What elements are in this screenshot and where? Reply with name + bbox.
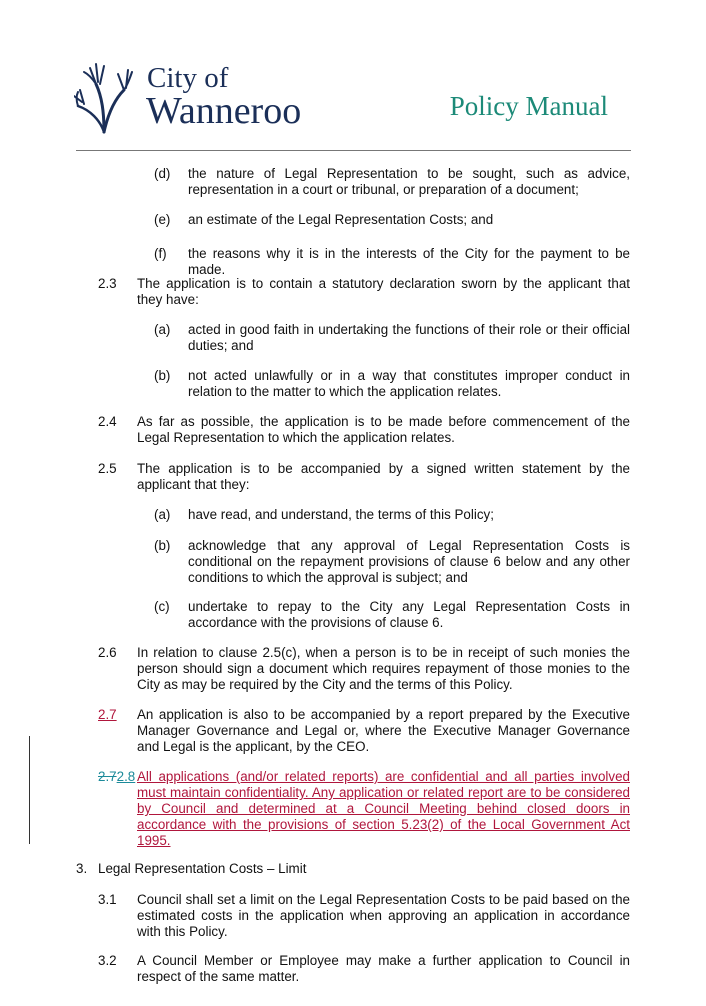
logo-wanneroo-text: Wanneroo: [146, 90, 302, 132]
item-number: (b): [154, 368, 171, 383]
section-number: 3.: [76, 861, 88, 876]
header-divider: [76, 150, 631, 151]
deleted-number: 2.7: [98, 769, 117, 784]
item-text: not acted unlawfully or in a way that constitutes improper conduct in relation to the matter to which the application relates.: [188, 368, 630, 399]
clause-text: The application is to be accompanied by a signed written statement by the applicant that they:: [137, 461, 630, 492]
clause-text: In relation to clause 2.5(c), when a person is to be in receipt of such monies the person should sign a document which requires repayment of those monies to the City as may be required by the City and the terms of this Policy.: [137, 645, 630, 692]
kangaroo-paw-logo-icon: [74, 62, 136, 134]
item-number: (a): [154, 322, 171, 337]
policy-manual-title: Policy Manual: [449, 91, 608, 121]
clause-text: As far as possible, the application is to be made before commencement of the Legal Representation to which the application relates.: [137, 414, 630, 445]
item-number: (a): [154, 507, 171, 522]
page-header: [0, 0, 706, 152]
item-text: acknowledge that any approval of Legal Representation Costs is conditional on the repayment provisions of clause 6 below and any other conditions to which the approval is subject; and: [188, 538, 630, 585]
section-title: Legal Representation Costs – Limit: [98, 861, 307, 876]
clause-text: A Council Member or Employee may make a further application to Council in respect of the same matter.: [137, 953, 630, 984]
item-number: (c): [154, 599, 170, 614]
item-text: undertake to repay to the City any Legal Representation Costs in accordance with the provisions of clause 6.: [188, 599, 630, 630]
item-text: acted in good faith in undertaking the functions of their role or their official duties; and: [188, 322, 630, 353]
item-number: (e): [154, 212, 171, 227]
item-text: have read, and understand, the terms of this Policy;: [188, 507, 494, 522]
clause-text: The application is to contain a statutory declaration sworn by the applicant that they have:: [137, 276, 630, 307]
item-text: the reasons why it is in the interests of the City for the payment to be made.: [188, 246, 630, 277]
item-number: (f): [154, 246, 167, 261]
clause-text: An application is also to be accompanied by a report prepared by the Executive Manager Governance and Legal or, where the Executive Manager Governance and Legal is the applicant, by the CEO.: [137, 707, 630, 754]
change-bar: [29, 736, 30, 844]
logo-city-text: City of: [147, 62, 229, 94]
inserted-number: 2.8: [116, 769, 136, 784]
clause-number-tracked: [98, 769, 135, 785]
clause-number: 2.3: [98, 276, 117, 291]
item-text: an estimate of the Legal Representation Costs; and: [188, 212, 494, 227]
clause-number: 3.2: [98, 953, 117, 968]
clause-number: 2.5: [98, 461, 117, 476]
clause-number: 3.1: [98, 892, 117, 907]
item-number: (b): [154, 538, 171, 553]
clause-number-tracked: 2.7: [98, 707, 117, 722]
inserted-clause-text: All applications (and/or related reports) are confidential and all parties involved must maintain confidentiality. Any application or related report are to be considered by Council and determined at a Council Meeting behind closed doors in accordance with the provisions of section 5.23(2) of the Local Government Act 1995.: [137, 769, 630, 848]
item-text: the nature of Legal Representation to be sought, such as advice, representation in a court or tribunal, or preparation of a document;: [188, 166, 630, 197]
item-number: (d): [154, 166, 171, 181]
clause-number: 2.4: [98, 414, 117, 429]
clause-number: 2.6: [98, 645, 117, 660]
clause-text: Council shall set a limit on the Legal Representation Costs to be paid based on the estimated costs in the application when approving an application in accordance with this Policy.: [137, 892, 630, 939]
